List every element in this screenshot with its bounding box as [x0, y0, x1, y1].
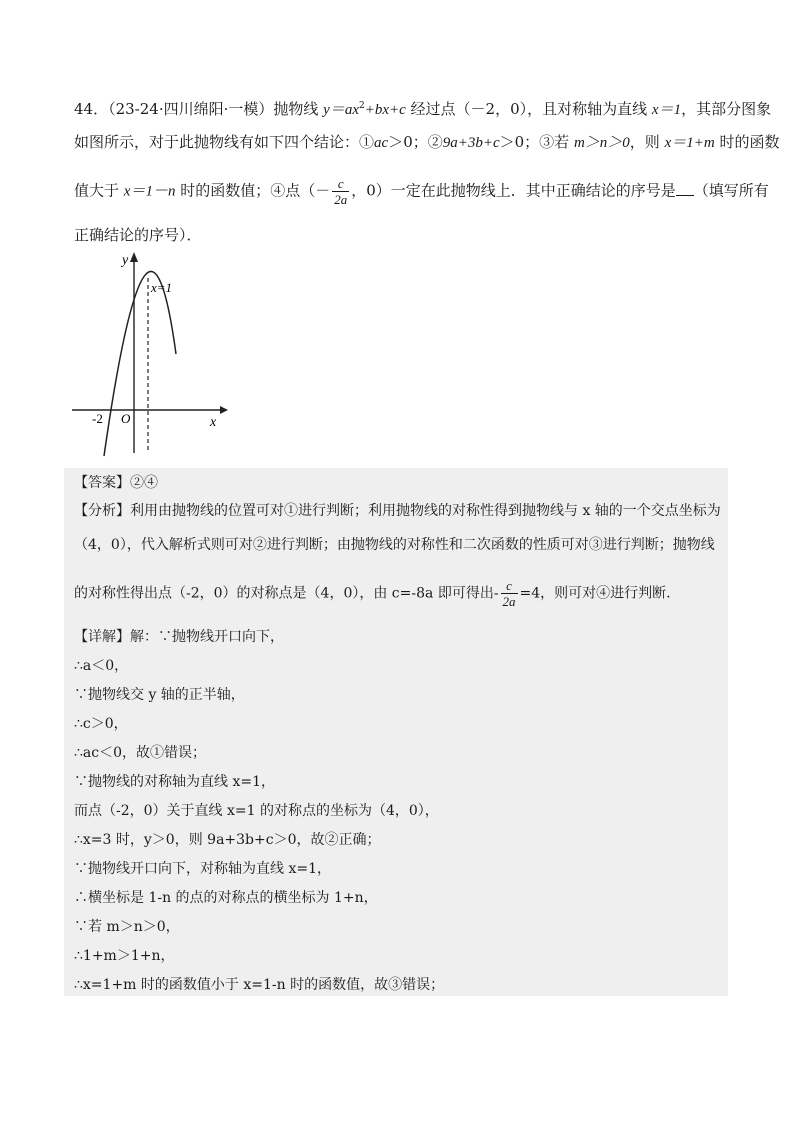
detail-line: ∴x=3 时，y＞0，则 9a+3b+c＞0，故②正确；	[74, 832, 381, 848]
answer-line: 【答案】②④	[74, 475, 158, 491]
detail-line: ∵抛物线的对称轴为直线 x=1，	[74, 774, 275, 790]
symmetry-axis-label: x=1	[151, 280, 173, 295]
analysis-line-2: （4，0），代入解析式则可对②进行判断；由抛物线的对称性和二次函数的性质可对③进行判断；抛物线	[74, 537, 715, 553]
detail-line: ∵抛物线开口向下，对称轴为直线 x=1，	[74, 861, 331, 877]
detail-line: ∵抛物线交 y 轴的正半轴，	[74, 687, 245, 703]
analysis-line-3: 的对称性得出点（-2，0）的对称点是（4，0），由 c=-8a 即可得出- $\frac{c}{2a}$ =4，则可对④进行判断.	[74, 578, 671, 609]
parabola-curve	[104, 271, 176, 456]
parabola-graph	[64, 248, 234, 458]
origin-label: O	[121, 411, 131, 426]
question-source: （23-24·四川绵阳·一模）	[108, 100, 274, 118]
question-line-4: 正确结论的序号）．	[74, 226, 202, 244]
question-number: 44．	[74, 100, 109, 118]
detail-line: ∴x=1+m 时的函数值小于 x=1-n 时的函数值，故③错误；	[74, 977, 445, 993]
detail-line: ∴ac＜0，故①错误；	[74, 745, 207, 761]
analysis-line-1: 【分析】利用由抛物线的位置可对①进行判断；利用抛物线的对称性得到抛物线与 x 轴的一个交点坐标为	[74, 503, 721, 519]
detail-line: ∴横坐标是 1-n 的点的对称点的横坐标为 1+n，	[74, 890, 378, 906]
detail-line: 【详解】解：∵抛物线开口向下，	[74, 629, 284, 645]
detail-line: ∴1+m＞1+n，	[74, 948, 175, 964]
y-axis-arrow	[130, 252, 138, 262]
detail-line: ∵若 m＞n＞0，	[74, 919, 180, 935]
detail-line: ∴c＞0，	[74, 716, 128, 732]
y-axis-label: y	[122, 253, 129, 268]
answer-blank	[676, 181, 694, 196]
x-axis-arrow	[220, 406, 228, 414]
detail-line: ∴a＜0，	[74, 658, 129, 674]
question-line-1: 44．（23-24·四川绵阳·一模）抛物线 $y=ax^2+bx+c$ 经过点（－2，0），且对称轴为直线 x＝1，其部分图象	[74, 100, 772, 118]
question-line-3: 值大于 x＝1－n 时的函数值；④点（－ $\frac{c}{2a}$ ，0）一定在此抛物线上．其中正确结论的序号是 （填写所有	[74, 176, 769, 207]
question-line-2: 如图所示，对于此抛物线有如下四个结论：①ac＞0；②9a+3b+c＞0；③若 m＞n＞0，则 x＝1+m 时的函数	[74, 133, 780, 151]
neg2-label: -2	[92, 411, 103, 426]
x-axis-label: x	[210, 415, 217, 430]
detail-line: 而点（-2，0）关于直线 x=1 的对称点的坐标为（4，0），	[74, 803, 439, 819]
analysis-fraction: $\frac{c}{2a}$	[502, 578, 516, 609]
fraction-c-over-2a: $\frac{c}{2a}$	[334, 176, 348, 207]
